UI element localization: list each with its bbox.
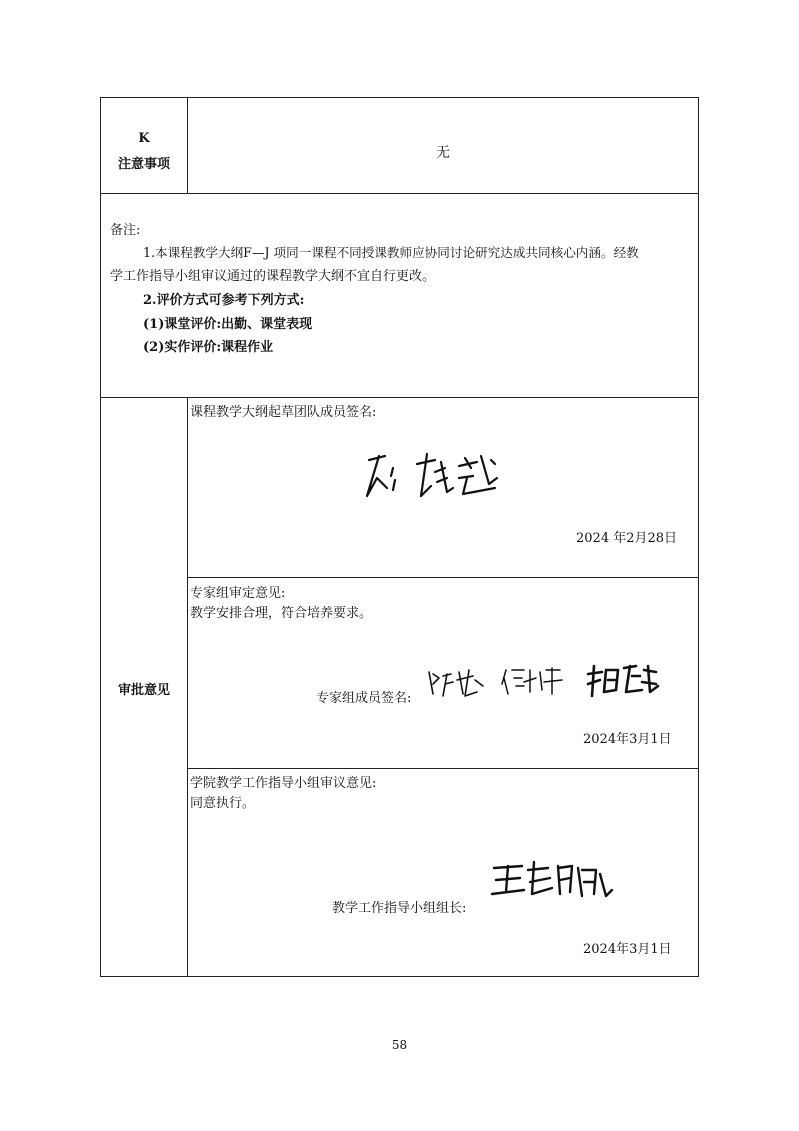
table-subrow-divider-2: [187, 768, 699, 769]
notes-code: K: [138, 131, 150, 146]
remarks-item2-a: (1)课堂评价:出勤、课堂表现: [143, 317, 313, 332]
table-bottom-border: [100, 976, 699, 977]
college-heading: 学院教学工作指导小组审议意见:: [190, 776, 377, 791]
expert-signature-2: [500, 664, 566, 698]
table-row-divider-2: [100, 397, 699, 398]
expert-opinion: 教学安排合理，符合培养要求。: [190, 606, 373, 621]
college-sign-label: 教学工作指导小组组长:: [332, 901, 467, 916]
table-left-border: [100, 97, 101, 977]
remarks-heading: 备注:: [110, 223, 141, 238]
college-opinion: 同意执行。: [190, 796, 256, 811]
drafting-heading: 课程教学大纲起草团队成员签名:: [190, 405, 377, 420]
page-number: 58: [391, 1038, 408, 1052]
expert-signature-1: [425, 666, 487, 700]
expert-date: 2024年3月1日: [583, 732, 672, 747]
drafting-signature: [355, 448, 505, 508]
expert-heading: 专家组审定意见:: [190, 586, 286, 601]
college-date: 2024年3月1日: [583, 942, 672, 957]
table-subrow-divider-1: [187, 577, 699, 578]
table-column-divider-bottom: [187, 397, 188, 977]
remarks-item1-line2: 学工作指导小组审议通过的课程教学大纲不宜自行更改。: [110, 269, 436, 284]
college-signature: [488, 858, 618, 906]
remarks-item2-b: (2)实作评价:课程作业: [143, 340, 274, 355]
notes-value: 无: [436, 145, 450, 161]
notes-label: 注意事项: [117, 157, 170, 172]
approval-label: 审批意见: [117, 683, 170, 698]
drafting-date: 2024 年2月28日: [576, 531, 678, 546]
table-row-divider-1: [100, 193, 699, 194]
remarks-item2: 2.评价方式可参考下列方式:: [143, 293, 305, 308]
expert-signature-3: [584, 662, 660, 700]
remarks-item1-line1: 1.本课程教学大纲F—J 项同一课程不同授课教师应协同讨论研究达成共同核心内涵。经教: [143, 245, 639, 260]
table-right-border: [698, 97, 699, 977]
table-top-border: [100, 97, 699, 98]
expert-sign-label: 专家组成员签名:: [316, 691, 412, 706]
